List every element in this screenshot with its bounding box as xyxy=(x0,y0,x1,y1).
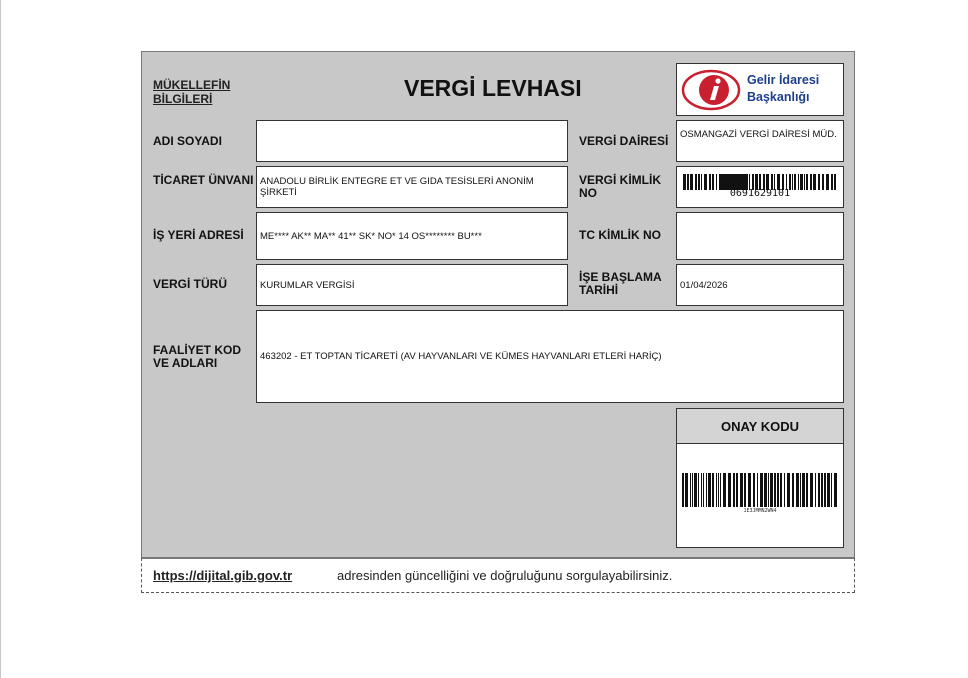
barcode-bar xyxy=(821,473,823,507)
activity-field: 463202 - ET TOPTAN TİCARETİ (AV HAYVANLARI VE KÜMES HAYVANLARI ETLERİ HARİÇ) xyxy=(256,310,844,403)
barcode-bar xyxy=(760,473,763,507)
activity-label-line2: VE ADLARI xyxy=(153,356,218,370)
barcode-bar xyxy=(692,473,693,507)
barcode-bar xyxy=(685,473,688,507)
barcode-bar xyxy=(733,473,735,507)
barcode-bar xyxy=(810,473,813,507)
name-field xyxy=(256,120,568,162)
activity-label xyxy=(153,344,241,370)
activity-label-line1: FAALİYET KOD xyxy=(153,343,242,357)
barcode-bar xyxy=(694,473,697,507)
tax-plate-panel xyxy=(141,51,855,558)
tax-office-label: VERGİ DAİRESİ xyxy=(579,134,669,148)
barcode-bar xyxy=(701,473,702,507)
barcode-bar xyxy=(792,473,794,507)
barcode-bar xyxy=(682,473,684,507)
verification-text: adresinden güncelliğini ve doğruluğunu sorgulayabilirsiniz. xyxy=(337,568,673,583)
address-label: İŞ YERİ ADRESİ xyxy=(153,228,244,242)
barcode-bar xyxy=(757,473,758,507)
trade-name-label: TİCARET ÜNVANI xyxy=(153,173,254,187)
barcode-bar xyxy=(796,473,799,507)
barcode-bar xyxy=(787,473,790,507)
logo-line2: Başkanlığı xyxy=(747,90,810,104)
barcode-bar xyxy=(784,473,785,507)
approval-barcode xyxy=(682,473,840,509)
barcode-bar xyxy=(770,473,773,507)
barcode-bar xyxy=(777,473,779,507)
barcode-bar xyxy=(728,473,731,507)
barcode-bar xyxy=(764,473,767,507)
tc-id-field xyxy=(676,212,844,260)
trade-name-field: ANADOLU BİRLİK ENTEGRE ET VE GIDA TESİSLERİ ANONİM ŞİRKETİ xyxy=(256,166,568,208)
tax-id-label-line1: VERGİ KİMLİK xyxy=(579,173,662,187)
logo-line1: Gelir İdaresi xyxy=(747,73,820,87)
gib-logo xyxy=(676,63,844,116)
barcode-bar xyxy=(806,473,808,507)
barcode-bar xyxy=(800,473,801,507)
name-label: ADI SOYADI xyxy=(153,134,222,148)
logo-text xyxy=(747,72,819,106)
owner-info-heading xyxy=(153,78,230,106)
barcode-bar xyxy=(834,473,837,507)
tc-id-label: TC KİMLİK NO xyxy=(579,228,661,242)
approval-code-text: 1E3JMMN2WN4 xyxy=(743,508,777,514)
tax-type-label: VERGİ TÜRÜ xyxy=(153,277,228,291)
barcode-bar xyxy=(716,473,717,507)
verification-link[interactable]: https://dijital.gib.gov.tr xyxy=(153,568,293,583)
barcode-bar xyxy=(774,473,776,507)
barcode-bar xyxy=(815,473,816,507)
barcode-bar xyxy=(824,473,826,507)
tax-id-label-line2: NO xyxy=(579,186,597,200)
barcode-bar xyxy=(740,473,743,507)
barcode-bar xyxy=(736,473,738,507)
barcode-bar xyxy=(698,473,699,507)
footer xyxy=(141,558,855,593)
start-date-field: 01/04/2026 xyxy=(676,264,844,306)
barcode-bar xyxy=(753,473,755,507)
tax-type-field: KURUMLAR VERGİSİ xyxy=(256,264,568,306)
address-field: ME**** AK** MA** 41** SK* NO* 14 OS******** BU*** xyxy=(256,212,568,260)
barcode-bar xyxy=(723,473,726,507)
tax-office-field: OSMANGAZİ VERGİ DAİRESİ MÜD. xyxy=(676,120,844,162)
barcode-bar xyxy=(703,473,704,507)
barcode-bar xyxy=(706,473,707,507)
page-edge xyxy=(0,0,1,678)
barcode-bar xyxy=(768,473,769,507)
start-date-label-line1: İŞE BAŞLAMA xyxy=(579,270,662,284)
barcode-bar xyxy=(712,473,714,507)
barcode-bar xyxy=(780,473,782,507)
gib-emblem-icon xyxy=(681,68,743,112)
barcode-bar xyxy=(818,473,820,507)
owner-info-line1: MÜKELLEFİN xyxy=(153,78,231,92)
barcode-bar xyxy=(827,473,830,507)
tax-id-field xyxy=(676,166,844,208)
start-date-label-line2: TARİHİ xyxy=(579,283,619,297)
barcode-bar xyxy=(720,473,721,507)
barcode-bar xyxy=(802,473,805,507)
barcode-bar xyxy=(831,473,832,507)
barcode-bar xyxy=(748,473,751,507)
start-date-label xyxy=(579,271,662,297)
approval-code-box xyxy=(676,408,844,548)
tax-id-label xyxy=(579,174,661,200)
barcode-bar xyxy=(718,473,719,507)
owner-info-line2: BİLGİLERİ xyxy=(153,92,213,106)
page-title: VERGİ LEVHASI xyxy=(404,75,582,101)
barcode-bar xyxy=(708,473,711,507)
barcode-bar xyxy=(744,473,746,507)
tax-id-number: 0691629101 xyxy=(729,188,791,199)
barcode-bar xyxy=(690,473,691,507)
approval-code-title: ONAY KODU xyxy=(677,409,843,444)
